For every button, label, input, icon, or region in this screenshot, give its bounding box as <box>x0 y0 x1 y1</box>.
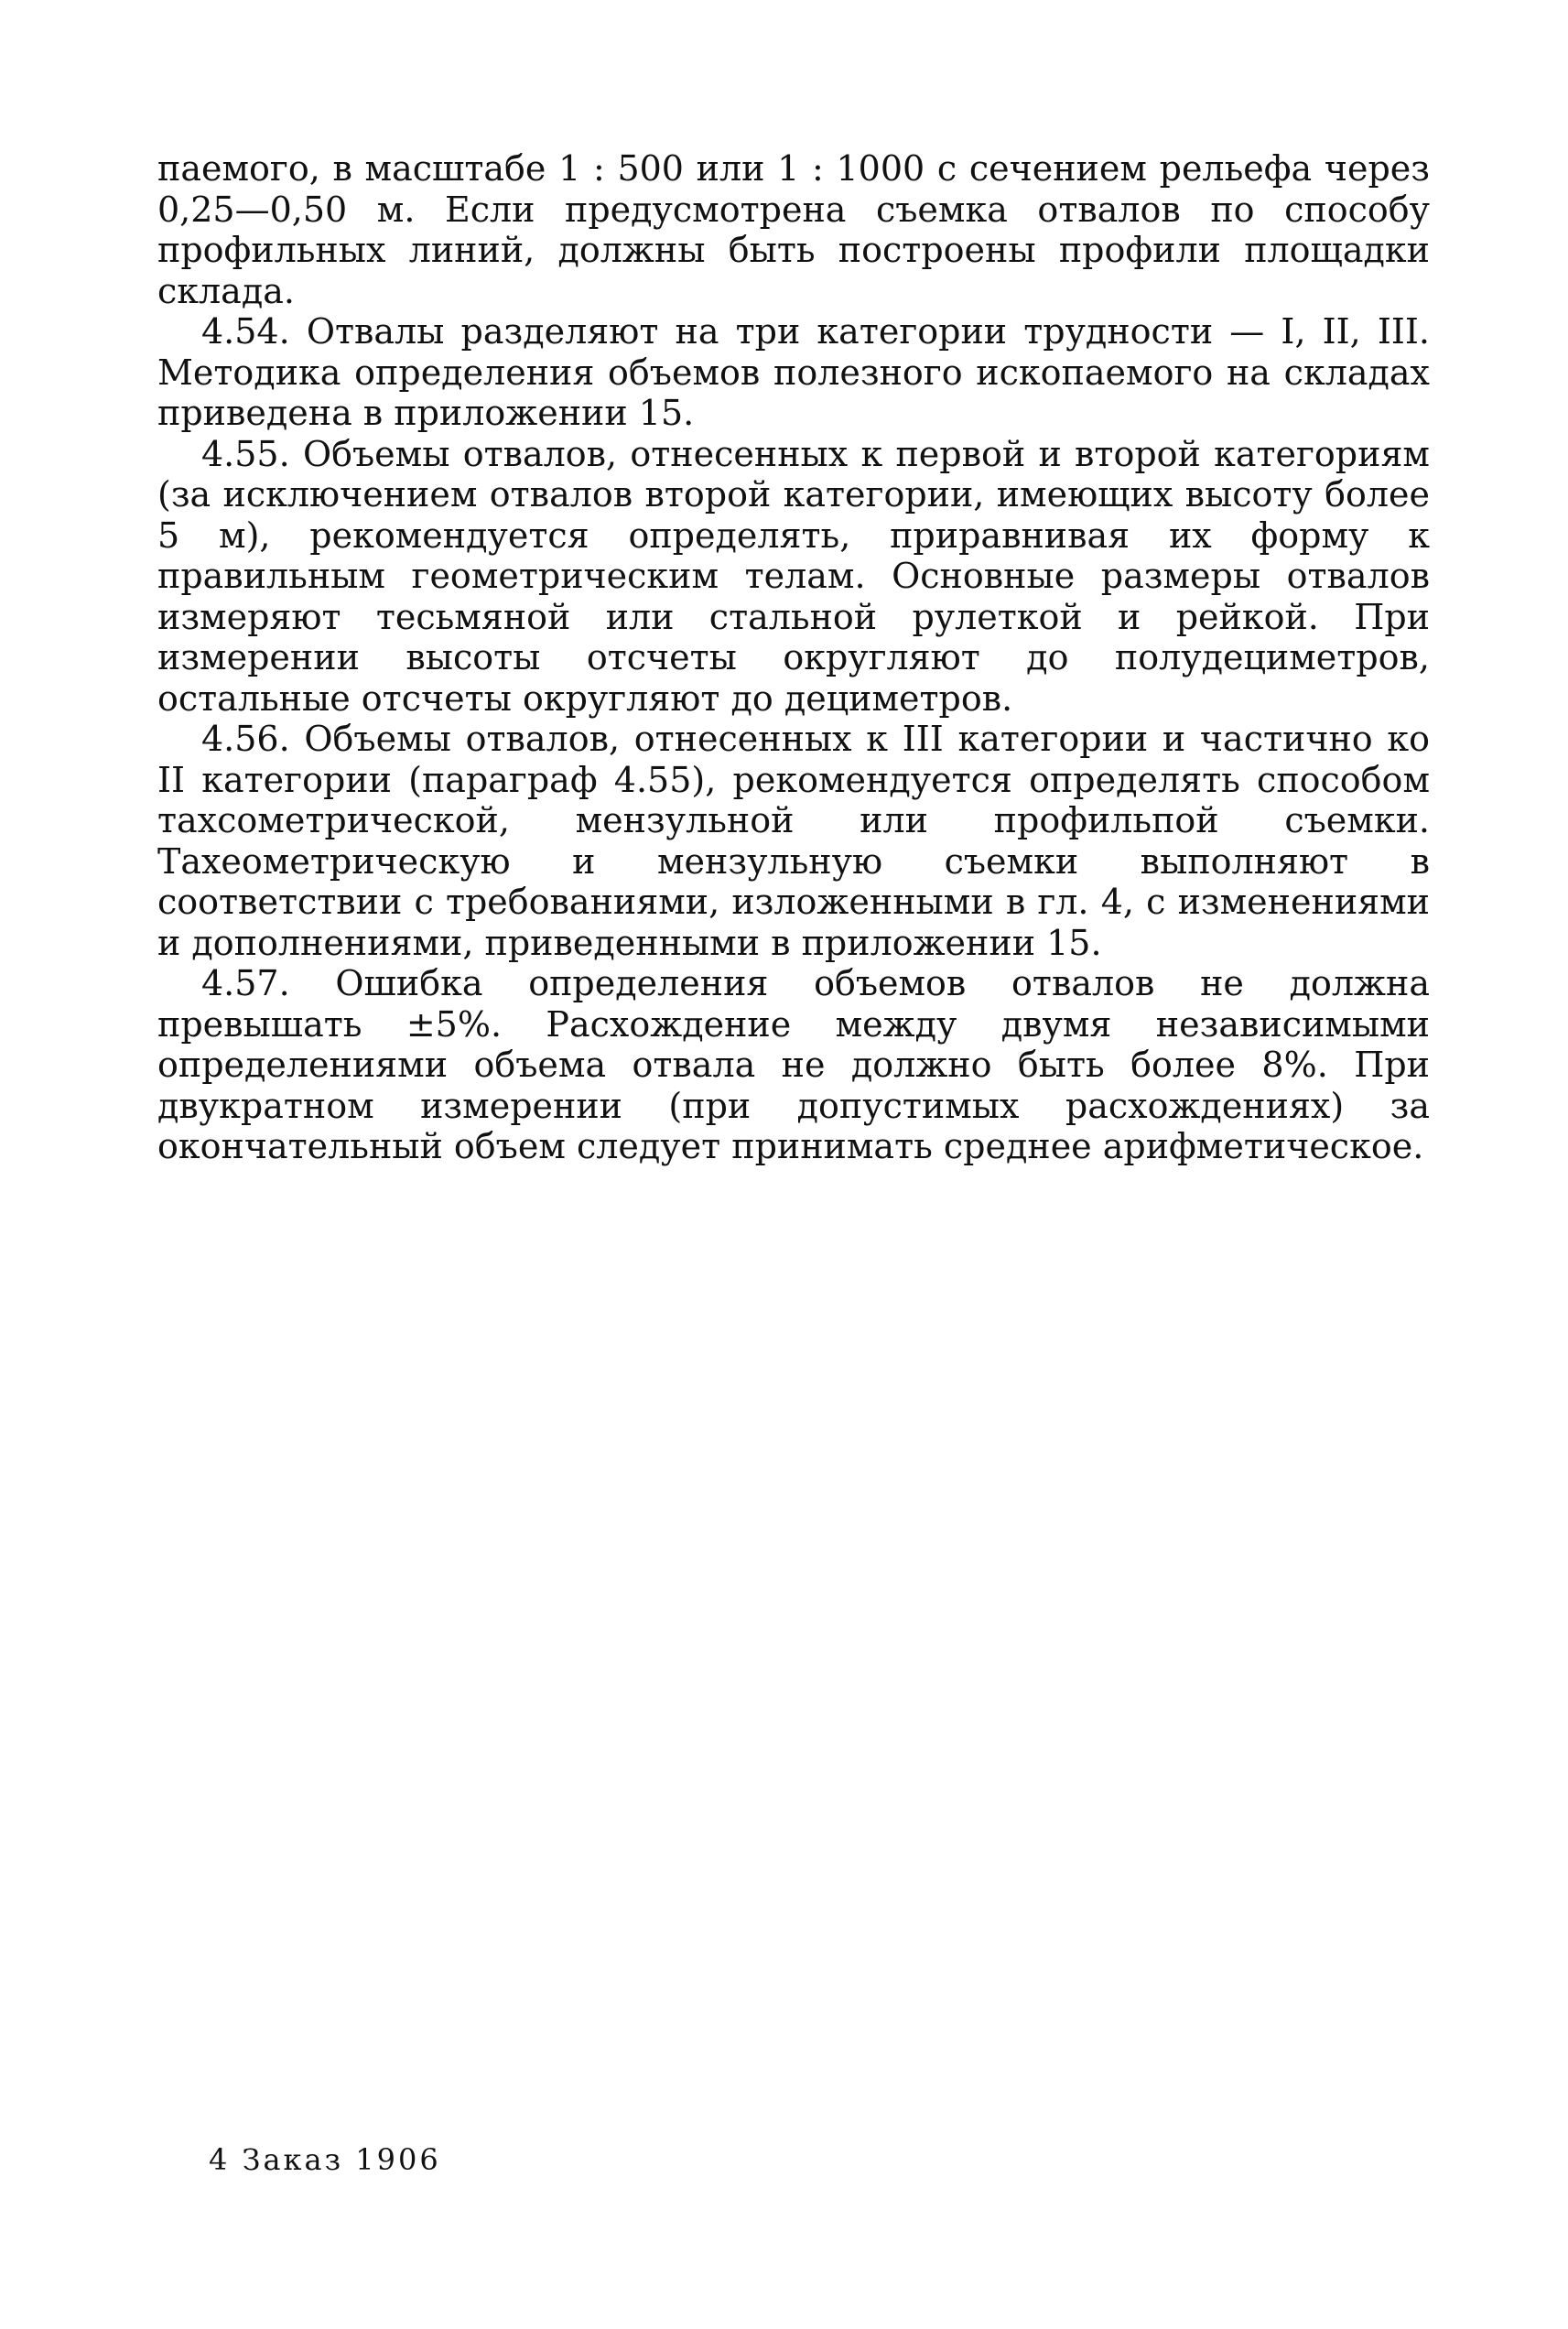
paragraph-continuation: паемого, в масштабе 1 : 500 или 1 : 1000 с сечением рельефа через 0,25—0,50 м. Если предусмотрена съемка отвалов по способу профильных линий, должны быть построены профили площадки склада. <box>157 148 1430 311</box>
paragraph-4-55: 4.55. Объемы отвалов, отнесенных к первой и второй категориям (за исключением отвалов второй категории, имеющих высоту более 5 м), рекомендуется определять, приравнивая их форму к правильным геометрическим телам. Основные размеры отвалов измеряют тесьмяной или стальной рулеткой и рейкой. При измерении высоты отсчеты округляют до полудециметров, остальные отсчеты округляют до дециметров. <box>157 433 1430 719</box>
print-order-footer: 4 Заказ 1906 <box>209 2142 441 2177</box>
paragraph-4-54: 4.54. Отвалы разделяют на три категории трудности — I, II, III. Методика определения объемов полезного ископаемого на складах приведена в приложении 15. <box>157 311 1430 433</box>
paragraph-4-56: 4.56. Объемы отвалов, отнесенных к III категории и частично ко II категории (параграф 4.55), рекомендуется определять способом тахсометрической, мензульной или профильпой съемки. Тахеометрическую и мензульную съемки выполняют в соответствии с требованиями, изложенными в гл. 4, с изменениями и дополнениями, приведенными в приложении 15. <box>157 719 1430 963</box>
paragraph-4-57: 4.57. Ошибка определения объемов отвалов не должна превышать ±5%. Расхождение между двумя независимыми определениями объема отвала не должно быть более 8%. При двукратном измерении (при допустимых расхождениях) за окончательный объем следует принимать среднее арифметическое. <box>157 963 1430 1166</box>
body-text <box>157 148 1430 1167</box>
